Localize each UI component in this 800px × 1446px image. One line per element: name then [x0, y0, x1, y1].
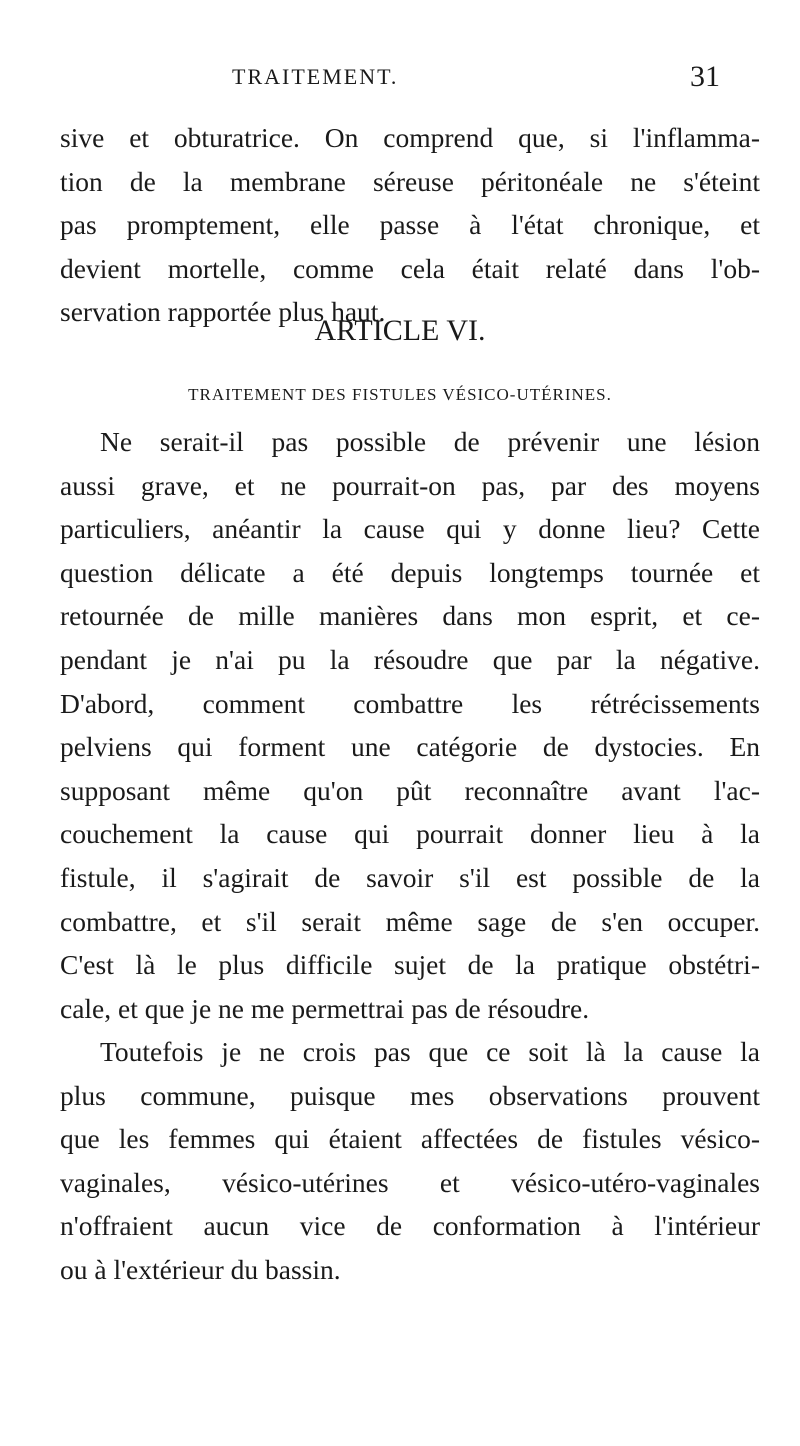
text-line: Ne serait-il pas possible de prévenir une lésion	[100, 426, 760, 457]
text-line: supposant même qu'on pût reconnaître avant l'ac-	[60, 774, 760, 806]
text-line: couchement la cause qui pourrait donner lieu à la	[60, 818, 760, 850]
text-line: C'est là le plus difficile sujet de la pratique obstétri-	[60, 949, 760, 981]
text-line: aussi grave, et ne pourrait-on pas, par des moyens	[60, 469, 760, 501]
text-line: pelviens qui forment une catégorie de dystocies. En	[60, 731, 760, 763]
paragraph-2	[60, 1030, 760, 1292]
text-line: question délicate a été depuis longtemps tournée et	[60, 556, 760, 588]
text-line: que les femmes qui étaient affectées de fistules vésico-	[60, 1123, 760, 1155]
running-head	[0, 60, 800, 100]
text-line: sive et obturatrice. On comprend que, si l'inflamma-	[60, 122, 760, 153]
article-subheading: TRAITEMENT DES FISTULES VÉSICO-UTÉRINES.	[188, 385, 612, 404]
text-line: vaginales, vésico-utérines et vésico-utéro-vaginales	[60, 1166, 760, 1198]
text-line: pas promptement, elle passe à l'état chronique, et	[60, 209, 760, 241]
text-line: combattre, et s'il serait même sage de s'en occuper.	[60, 905, 760, 937]
text-line: cale, et que je ne me permettrai pas de résoudre.	[60, 992, 590, 1024]
text-line: devient mortelle, comme cela était relaté dans l'ob-	[60, 252, 760, 284]
text-line: fistule, il s'agirait de savoir s'il est possible de la	[60, 861, 760, 893]
article-heading: ARTICLE VI.	[314, 314, 486, 347]
text-line: tion de la membrane séreuse péritonéale ne s'éteint	[60, 165, 760, 197]
text-line: ou à l'extérieur du bassin.	[60, 1253, 341, 1285]
text-line: pendant je n'ai pu la résoudre que par la négative.	[60, 643, 760, 675]
intro-paragraph	[60, 116, 760, 334]
text-line: particuliers, anéantir la cause qui y donne lieu? Cette	[60, 513, 760, 545]
text-line: Toutefois je ne crois pas que ce soit là la cause la	[100, 1036, 760, 1067]
text-line: retournée de mille manières dans mon esprit, et ce-	[60, 600, 760, 632]
running-title: TRAITEMENT.	[232, 64, 399, 89]
paragraph-1	[60, 420, 760, 1030]
text-line: plus commune, puisque mes observations prouvent	[60, 1079, 760, 1111]
text-line: n'offraient aucun vice de conformation à l'intérieur	[60, 1210, 760, 1242]
text-line: servation rapportée plus haut.	[60, 296, 386, 328]
text-line: D'abord, comment combattre les rétrécissements	[60, 687, 760, 719]
page-number: 31	[690, 60, 720, 93]
